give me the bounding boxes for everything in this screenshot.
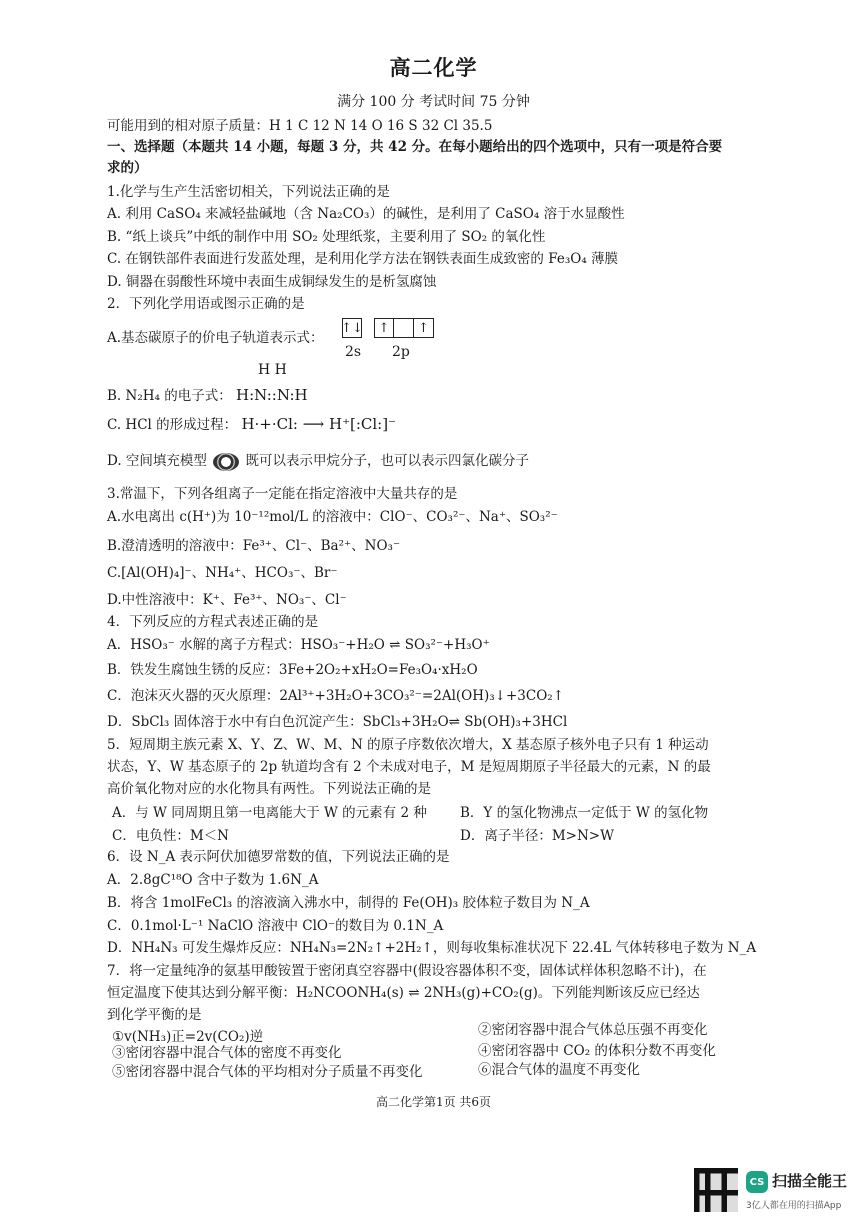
question-4-option-d: D．SbCl₃ 固体溶于水中有白色沉淀产生：SbCl₃+3H₂O⇌ Sb(OH)₃+3HCl [107,714,568,730]
orbital-label-2s: 2s [345,344,362,360]
exam-info: 满分 100 分 考试时间 75 分钟 [337,94,530,110]
question-3-option-d: D.中性溶液中：K⁺、Fe³⁺、NO₃⁻、Cl⁻ [107,592,347,608]
question-1-option-a: A. 利用 CaSO₄ 来减轻盐碱地（含 Na₂CO₃）的碱性，是利用了 CaSO₄ 溶于水显酸性 [107,206,625,222]
question-3-option-a: A.水电离出 c(H⁺)为 10⁻¹²mol/L 的溶液中：ClO⁻、CO₃²⁻、Na⁺、SO₃²⁻ [107,509,558,525]
question-6-option-b: B．将含 1molFeCl₃ 的溶液滴入沸水中，制得的 Fe(OH)₃ 胶体粒子数目为 N_A [107,895,590,911]
question-5-option-b: B．Y 的氢化物沸点一定低于 W 的氢化物 [460,805,709,821]
question-4-option-b: B．铁发生腐蚀生锈的反应：3Fe+2O₂+xH₂O=Fe₃O₄·xH₂O [107,662,478,678]
question-3-option-b: B.澄清透明的溶液中：Fe³⁺、Cl⁻、Ba²⁺、NO₃⁻ [107,538,401,554]
orbital-box: ↑ [414,318,434,338]
question-6-stem: 6．设 N_A 表示阿伏加德罗常数的值，下列说法正确的是 [107,849,450,865]
question-7-stem-cont: 恒定温度下使其达到分解平衡：H₂NCOONH₄(s) ⇌ 2NH₃(g)+CO₂(g)。下列能判断该反应已经达 [107,985,700,1001]
orbital-label-2p: 2p [392,344,410,360]
question-5-option-c: C．电负性：M＜N [112,828,229,844]
question-7-stem: 7．将一定量纯净的氨基甲酸铵置于密闭真空容器中(假设容器体积不变，固体试样体积忽略不计)，在 [107,963,707,979]
question-1-option-b: B. “纸上谈兵”中纸的制作中用 SO₂ 处理纸浆，主要利用了 SO₂ 的氧化性 [107,229,546,245]
page-footer: 高二化学第1页 共6页 [375,1095,492,1109]
option-d-text-2: 既可以表示甲烷分子，也可以表示四氯化碳分子 [245,453,530,469]
orbital-2p [374,318,434,338]
space-filling-model-image [213,453,239,471]
camscanner-slogan: 3亿人都在用的扫描App [746,1201,842,1211]
question-2-option-c [107,414,757,435]
n2h4-top-h: H H [258,362,287,378]
n2h4-electron-formula: H:N::N:H [236,386,308,404]
question-6-option-c: C．0.1mol·L⁻¹ NaClO 溶液中 ClO⁻的数目为 0.1N_A [107,918,444,934]
question-7-item-6: ⑥混合气体的温度不再变化 [478,1062,640,1078]
section-heading: 一、选择题（本题共 14 小题，每题 3 分，共 42 分。在每小题给出的四个选项中，只有一项是符合要 [107,139,723,155]
section-heading-cont: 求的） [107,160,148,176]
question-2-option-b [107,385,757,406]
option-d-text-1: D. 空间填充模型 [107,453,207,469]
hcl-formation: H·+·Cl: ⟶ H⁺[:Cl:]⁻ [241,415,397,433]
question-5-stem-end: 高价氧化物对应的水化物具有两性。下列说法正确的是 [107,781,431,797]
camscanner-name: 扫描全能王 [772,1172,848,1190]
orbital-diagram [342,318,434,338]
question-4-option-c: C．泡沫灭火器的灭火原理：2Al³⁺+3H₂O+3CO₃²⁻=2Al(OH)₃↓+3CO₂↑ [107,688,565,704]
question-7-item-4: ④密闭容器中 CO₂ 的体积分数不再变化 [478,1043,716,1059]
question-7-item-2: ②密闭容器中混合气体总压强不再变化 [478,1022,708,1038]
option-c-text: C. HCl 的形成过程： [107,417,238,433]
question-2-option-d [107,451,757,471]
question-1-stem: 1.化学与生产生活密切相关，下列说法正确的是 [107,184,390,200]
orbital-box: ↑ [374,318,394,338]
orbital-box [394,318,414,338]
question-1-option-c: C. 在钢铁部件表面进行发蓝处理，是利用化学方法在钢铁表面生成致密的 Fe₃O₄ 薄膜 [107,251,619,267]
question-4-stem: 4．下列反应的方程式表述正确的是 [107,614,319,630]
question-3-option-c: C.[Al(OH)₄]⁻、NH₄⁺、HCO₃⁻、Br⁻ [107,565,338,581]
orbital-box: ↑↓ [342,318,362,338]
qr-code-icon [694,1168,738,1212]
question-5-stem-cont: 状态，Y、W 基态原子的 2p 轨道均含有 2 个未成对电子，M 是短周期原子半径最大的元素，N 的最 [107,759,711,775]
question-6-option-a: A．2.8gC¹⁸O 含中子数为 1.6N_A [107,872,319,888]
question-5-option-a: A．与 W 同周期且第一电离能大于 W 的元素有 2 种 [112,805,427,821]
question-7-stem-end: 到化学平衡的是 [107,1007,202,1023]
orbital-2s [342,318,362,338]
question-3-stem: 3.常温下，下列各组离子一定能在指定溶液中大量共存的是 [107,486,458,502]
question-7-item-3: ③密闭容器中混合气体的密度不再变化 [112,1045,342,1061]
question-7-item-5: ⑤密闭容器中混合气体的平均相对分子质量不再变化 [112,1064,423,1080]
atomic-mass-line: 可能用到的相对原子质量：H 1 C 12 N 14 O 16 S 32 Cl 35.5 [107,118,493,134]
question-5-option-d: D．离子半径：M>N>W [460,828,614,844]
question-2-stem: 2．下列化学用语或图示正确的是 [107,296,305,312]
question-4-option-a: A．HSO₃⁻ 水解的离子方程式：HSO₃⁻+H₂O ⇌ SO₃²⁻+H₃O⁺ [107,637,490,653]
question-2-option-a: A.基态碳原子的价电子轨道表示式： [107,330,324,346]
camscanner-logo: CS [746,1171,768,1193]
question-5-stem: 5．短周期主族元素 X、Y、Z、W、M、N 的原子序数依次增大，X 基态原子核外电子只有 1 种运动 [107,737,709,753]
question-6-option-d: D．NH₄N₃ 可发生爆炸反应：NH₄N₃=2N₂↑+2H₂↑，则每收集标准状况下 22.4L 气体转移电子数为 N_A [107,940,757,956]
page-title: 高二化学 [389,55,478,80]
question-1-option-d: D. 铜器在弱酸性环境中表面生成铜绿发生的是析氢腐蚀 [107,274,437,290]
question-7-item-1: ①v(NH₃)正=2v(CO₂)逆 [112,1029,264,1045]
option-b-text: B. N₂H₄ 的电子式： [107,388,232,404]
